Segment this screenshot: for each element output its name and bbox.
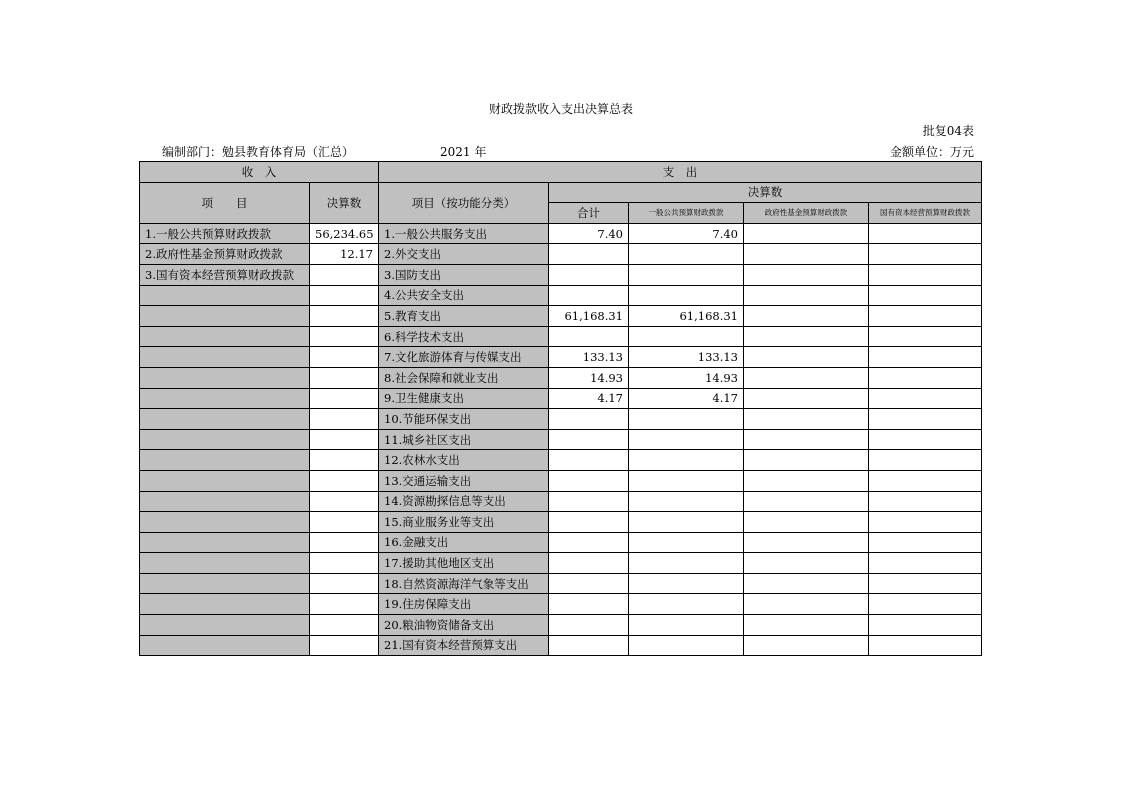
income-value-cell: [310, 491, 379, 512]
income-value-cell: [310, 594, 379, 615]
income-item-cell: [140, 532, 310, 553]
income-item-cell: [140, 306, 310, 327]
expense-general-cell: 133.13: [629, 347, 744, 368]
income-item-cell: [140, 512, 310, 533]
expense-total-cell: [549, 615, 629, 636]
expense-gov-fund-cell: [744, 244, 869, 265]
income-item-cell: [140, 450, 310, 471]
table-row: [140, 347, 982, 368]
expense-state-capital-cell: [869, 429, 982, 450]
expense-total-cell: 14.93: [549, 367, 629, 388]
income-item-cell: [140, 470, 310, 491]
expense-general-cell: [629, 285, 744, 306]
income-value-cell: [310, 285, 379, 306]
final-group-header: 决算数: [549, 182, 982, 203]
expense-general-cell: 7.40: [629, 223, 744, 244]
table-row: [140, 429, 982, 450]
expense-item-cell: 2.外交支出: [379, 244, 549, 265]
expense-item-header: 项目（按功能分类）: [379, 182, 549, 223]
income-item-cell: [140, 573, 310, 594]
expense-gov-fund-cell: [744, 512, 869, 533]
expense-total-cell: 61,168.31: [549, 306, 629, 327]
expense-gov-fund-cell: [744, 326, 869, 347]
expense-item-cell: 17.援助其他地区支出: [379, 553, 549, 574]
expense-state-capital-cell: [869, 553, 982, 574]
income-item-cell: [140, 367, 310, 388]
expense-item-cell: 18.自然资源海洋气象等支出: [379, 573, 549, 594]
expense-state-capital-cell: [869, 470, 982, 491]
expense-total-cell: 7.40: [549, 223, 629, 244]
expense-state-capital-cell: [869, 512, 982, 533]
expense-item-cell: 4.公共安全支出: [379, 285, 549, 306]
expense-state-capital-cell: [869, 285, 982, 306]
expense-gov-fund-cell: [744, 635, 869, 656]
expense-header: 支 出: [379, 162, 982, 183]
expense-total-cell: [549, 553, 629, 574]
form-number: 批复04表: [922, 124, 974, 138]
expense-item-cell: 9.卫生健康支出: [379, 388, 549, 409]
expense-gov-fund-cell: [744, 285, 869, 306]
expense-state-capital-cell: [869, 306, 982, 327]
expense-item-cell: 11.城乡社区支出: [379, 429, 549, 450]
table-row: [140, 244, 982, 265]
expense-item-cell: 3.国防支出: [379, 264, 549, 285]
expense-total-cell: [549, 573, 629, 594]
table-row: [140, 615, 982, 636]
expense-gov-fund-cell: [744, 615, 869, 636]
expense-general-cell: 61,168.31: [629, 306, 744, 327]
income-item-cell: [140, 429, 310, 450]
expense-general-cell: [629, 594, 744, 615]
income-value-cell: [310, 326, 379, 347]
expense-general-cell: [629, 532, 744, 553]
expense-state-capital-cell: [869, 367, 982, 388]
income-item-cell: [140, 347, 310, 368]
expense-total-cell: 4.17: [549, 388, 629, 409]
expense-general-cell: [629, 409, 744, 430]
income-value-cell: [310, 450, 379, 471]
expense-general-cell: [629, 553, 744, 574]
income-value-cell: [310, 532, 379, 553]
table-row: [140, 264, 982, 285]
expense-total-cell: [549, 635, 629, 656]
final-accounts-table: [139, 161, 982, 656]
department-label: 编制部门：勉县教育体育局（汇总）: [162, 145, 355, 159]
expense-state-capital-cell: [869, 326, 982, 347]
expense-state-capital-cell: [869, 264, 982, 285]
income-item-cell: [140, 553, 310, 574]
expense-total-cell: [549, 470, 629, 491]
table-row: [140, 512, 982, 533]
income-value-cell: [310, 367, 379, 388]
income-header: 收 入: [140, 162, 379, 183]
expense-item-cell: 16.金融支出: [379, 532, 549, 553]
income-value-cell: [310, 512, 379, 533]
expense-general-cell: 4.17: [629, 388, 744, 409]
expense-state-capital-cell: [869, 491, 982, 512]
table-row: [140, 594, 982, 615]
income-value-cell: [310, 470, 379, 491]
expense-general-cell: [629, 615, 744, 636]
general-budget-header: 一般公共预算财政拨款: [629, 203, 744, 224]
expense-state-capital-cell: [869, 635, 982, 656]
income-value-cell: [310, 429, 379, 450]
expense-total-cell: [549, 264, 629, 285]
income-item-cell: [140, 409, 310, 430]
expense-item-cell: 12.农林水支出: [379, 450, 549, 471]
expense-item-cell: 7.文化旅游体育与传媒支出: [379, 347, 549, 368]
expense-state-capital-cell: [869, 532, 982, 553]
expense-item-cell: 10.节能环保支出: [379, 409, 549, 430]
table-row: [140, 223, 982, 244]
expense-general-cell: [629, 450, 744, 471]
expense-gov-fund-cell: [744, 264, 869, 285]
expense-item-cell: 8.社会保障和就业支出: [379, 367, 549, 388]
expense-state-capital-cell: [869, 347, 982, 368]
income-item-cell: [140, 326, 310, 347]
expense-general-cell: [629, 470, 744, 491]
income-final-header: 决算数: [310, 182, 379, 223]
expense-total-cell: [549, 594, 629, 615]
table-row: [140, 532, 982, 553]
income-item-cell: [140, 635, 310, 656]
expense-gov-fund-cell: [744, 388, 869, 409]
expense-state-capital-cell: [869, 450, 982, 471]
expense-state-capital-cell: [869, 409, 982, 430]
expense-state-capital-cell: [869, 244, 982, 265]
expense-gov-fund-cell: [744, 347, 869, 368]
expense-item-cell: 15.商业服务业等支出: [379, 512, 549, 533]
expense-general-cell: 14.93: [629, 367, 744, 388]
year-label: 2021 年: [440, 145, 487, 159]
gov-fund-header: 政府性基金预算财政拨款: [744, 203, 869, 224]
table-row: [140, 573, 982, 594]
income-value-cell: [310, 306, 379, 327]
expense-gov-fund-cell: [744, 409, 869, 430]
table-row: [140, 326, 982, 347]
expense-gov-fund-cell: [744, 594, 869, 615]
income-value-cell: [310, 615, 379, 636]
expense-item-cell: 19.住房保障支出: [379, 594, 549, 615]
income-value-cell: [310, 388, 379, 409]
expense-gov-fund-cell: [744, 573, 869, 594]
table-row: [140, 388, 982, 409]
expense-total-cell: [549, 429, 629, 450]
income-item-header: 项 目: [140, 182, 310, 223]
income-value-cell: [310, 553, 379, 574]
expense-total-cell: [549, 285, 629, 306]
expense-total-cell: [549, 326, 629, 347]
expense-item-cell: 20.粮油物资储备支出: [379, 615, 549, 636]
expense-general-cell: [629, 573, 744, 594]
expense-state-capital-cell: [869, 615, 982, 636]
expense-item-cell: 5.教育支出: [379, 306, 549, 327]
income-value-cell: 12.17: [310, 244, 379, 265]
expense-item-cell: 1.一般公共服务支出: [379, 223, 549, 244]
expense-gov-fund-cell: [744, 532, 869, 553]
expense-gov-fund-cell: [744, 223, 869, 244]
income-value-cell: [310, 573, 379, 594]
expense-general-cell: [629, 264, 744, 285]
expense-gov-fund-cell: [744, 429, 869, 450]
income-item-cell: 2.政府性基金预算财政拨款: [140, 244, 310, 265]
expense-gov-fund-cell: [744, 306, 869, 327]
expense-total-cell: [549, 512, 629, 533]
table-row: [140, 367, 982, 388]
expense-state-capital-cell: [869, 223, 982, 244]
expense-general-cell: [629, 512, 744, 533]
expense-gov-fund-cell: [744, 553, 869, 574]
expense-item-cell: 21.国有资本经营预算支出: [379, 635, 549, 656]
state-capital-header: 国有资本经营预算财政拨款: [869, 203, 982, 224]
header-row-2: [140, 182, 982, 203]
expense-state-capital-cell: [869, 388, 982, 409]
income-item-cell: [140, 594, 310, 615]
table-row: [140, 450, 982, 471]
expense-gov-fund-cell: [744, 491, 869, 512]
expense-item-cell: 13.交通运输支出: [379, 470, 549, 491]
income-value-cell: [310, 264, 379, 285]
header-row-1: [140, 162, 982, 183]
income-value-cell: 56,234.65: [310, 223, 379, 244]
expense-total-cell: [549, 244, 629, 265]
table-row: [140, 470, 982, 491]
total-header: 合计: [549, 203, 629, 224]
expense-total-cell: [549, 409, 629, 430]
income-value-cell: [310, 347, 379, 368]
income-value-cell: [310, 635, 379, 656]
table-row: [140, 553, 982, 574]
income-value-cell: [310, 409, 379, 430]
table-row: [140, 635, 982, 656]
unit-label: 金额单位：万元: [889, 145, 974, 159]
expense-total-cell: [549, 532, 629, 553]
income-item-cell: [140, 615, 310, 636]
income-item-cell: 1.一般公共预算财政拨款: [140, 223, 310, 244]
expense-general-cell: [629, 635, 744, 656]
page-title: 财政拨款收入支出决算总表: [488, 102, 633, 116]
table-row: [140, 306, 982, 327]
expense-state-capital-cell: [869, 594, 982, 615]
expense-general-cell: [629, 244, 744, 265]
table-row: [140, 409, 982, 430]
income-item-cell: [140, 491, 310, 512]
expense-state-capital-cell: [869, 573, 982, 594]
expense-gov-fund-cell: [744, 450, 869, 471]
expense-gov-fund-cell: [744, 367, 869, 388]
expense-general-cell: [629, 326, 744, 347]
expense-total-cell: [549, 491, 629, 512]
table-row: [140, 285, 982, 306]
expense-item-cell: 6.科学技术支出: [379, 326, 549, 347]
table-row: [140, 491, 982, 512]
expense-general-cell: [629, 429, 744, 450]
income-item-cell: [140, 285, 310, 306]
expense-total-cell: 133.13: [549, 347, 629, 368]
income-item-cell: [140, 388, 310, 409]
expense-gov-fund-cell: [744, 470, 869, 491]
income-item-cell: 3.国有资本经营预算财政拨款: [140, 264, 310, 285]
expense-total-cell: [549, 450, 629, 471]
expense-general-cell: [629, 491, 744, 512]
expense-item-cell: 14.资源勘探信息等支出: [379, 491, 549, 512]
